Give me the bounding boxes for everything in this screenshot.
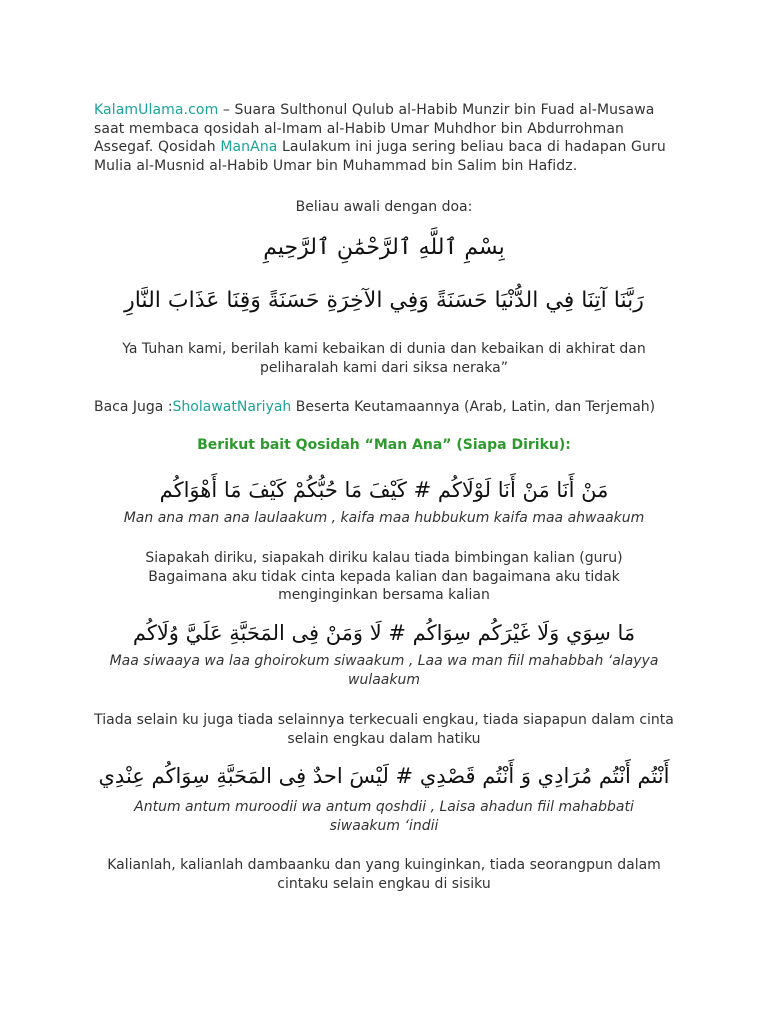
verse-1-translation: Siapakah diriku, siapakah diriku kalau tiada bimbingan kalian (guru) Bagaimana aku tidak cinta kepada kalian dan bagaimana aku tidak menginginkan bersama kalian [145, 550, 623, 603]
baca-juga-line [94, 399, 655, 415]
site-link[interactable]: KalamUlama.com [94, 102, 219, 118]
intro-text-2: Laulakum ini juga sering beliau baca di hadapan Guru Mulia al-Musnid al-Habib Umar bin Muhammad bin Salim bin Hafidz. [94, 139, 666, 174]
verse-3-translit: Antum antum muroodii wa antum qoshdii , Laisa ahadun fiil mahabbati siwaakum ‘indii [134, 799, 634, 834]
sholawat-link[interactable]: SholawatNariyah [172, 399, 292, 415]
manana-link[interactable]: ManAna [220, 139, 278, 155]
verse-2-arabic: مَا سِوَي وَلَا غَيْرَكُم سِوَاكُم # لَا وَمَنْ فِى المَحَبَّةِ عَلَيَّ وُلَاكُم [132, 621, 636, 645]
doa-intro: Beliau awali dengan doa: [295, 199, 473, 215]
verse-1-translit: Man ana man ana laulaakum , kaifa maa hubbukum kaifa maa ahwaakum [123, 510, 645, 526]
doa-translation: Ya Tuhan kami, berilah kami kebaikan di dunia dan kebaikan di akhirat dan peliharalah kami dari siksa neraka” [122, 341, 646, 376]
verse-2-translit: Maa siwaaya wa laa ghoirokum siwaakum , Laa wa man fiil mahabbah ‘alayya wulaakum [109, 653, 659, 688]
qosidah-heading: Berikut bait Qosidah “Man Ana” (Siapa Diriku): [197, 437, 571, 453]
intro-text-1: – Suara Sulthonul Qulub al-Habib Munzir bin Fuad al-Musawa saat membaca qosidah al-Imam al-Habib Umar Muhdhor bin Abdurrohman Assegaf. Qosidah [94, 102, 655, 155]
verse-3-translation: Kalianlah, kalianlah dambaanku dan yang kuinginkan, tiada seorangpun dalam cintaku selain engkau di sisiku [107, 857, 661, 892]
verse-3-arabic: أَنْتُم أَنْتُم مُرَادِي وَ أَنْتُم قَصْدِي # لَيْسَ احدٌ فِى المَحَبَّةِ سِوَاكُم عِنْدِي [98, 764, 670, 788]
intro-paragraph [94, 101, 684, 175]
baca-juga-suffix: Beserta Keutamaannya (Arab, Latin, dan Terjemah) [291, 399, 656, 415]
baca-juga-prefix: Baca Juga : [94, 399, 173, 415]
basmala: بِسْمِ ٱللَّهِ ٱلرَّحْمَٰنِ ٱلرَّحِيمِ [263, 235, 505, 260]
doa-arabic: رَبَّنَا آتِنَا فِي الدُّنْيَا حَسَنَةً وَفِي الآخِرَةِ حَسَنَةً وَقِنَا عَذَابَ النَّارِ [124, 288, 644, 313]
verse-1-arabic: مَنْ أَنَا مَنْ أَنَا لَوْلَاكُم # كَيْفَ مَا حُبُّكُمْ كَيْفَ مَا أَهْوَاكُم [159, 478, 609, 502]
verse-2-translation: Tiada selain ku juga tiada selainnya terkecuali engkau, tiada siapapun dalam cinta selain engkau dalam hatiku [94, 712, 674, 747]
